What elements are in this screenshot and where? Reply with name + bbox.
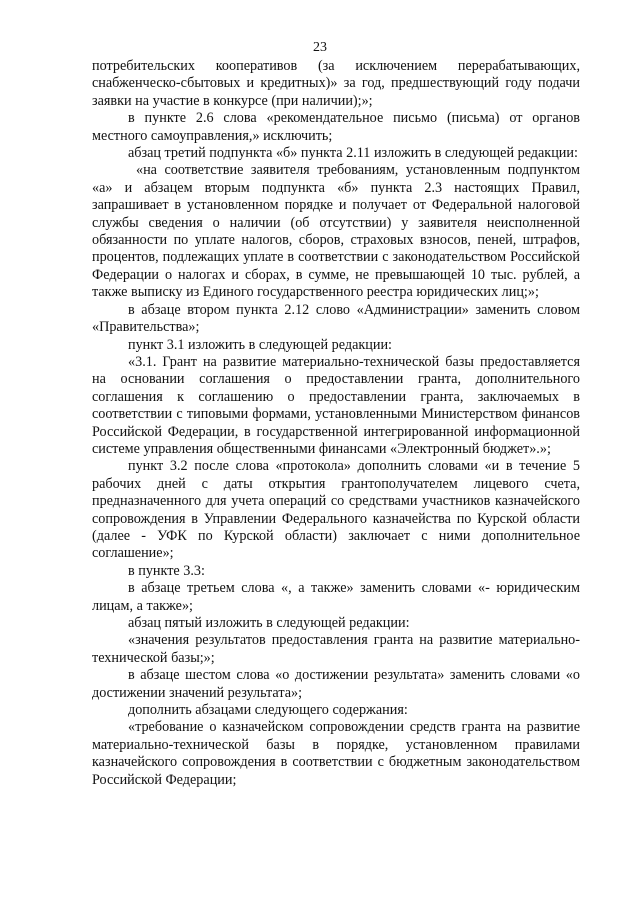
paragraph-14: дополнить абзацами следующего содержания: [128, 702, 408, 719]
paragraph-3: абзац третий подпункта «б» пункта 2.11 изложить в следующей редакции: [128, 145, 578, 162]
page-number: 23 [313, 40, 327, 55]
paragraph-7: «3.1. Грант на развитие материально-технической базы предоставляется на основании соглашения о предоставлении гранта, дополнительного соглашения к соглашению о предоставлении гранта, заключаемых в соответствии с типовыми формами, установленными Министерством финансов Российской Федерации, в государственной интегрированной информационной системе управления общественными финансами «Электронный бюджет».»; [92, 353, 580, 457]
paragraph-6: пункт 3.1 изложить в следующей редакции: [128, 336, 392, 353]
paragraph-1: потребительских кооперативов (за исключением перерабатывающих, снабженческо-сбытовых и кредитных)» за год, предшествующий году подачи заявки на участие в конкурсе (при наличии);»; [92, 58, 580, 109]
paragraph-12: «значения результатов предоставления гранта на развитие материально-технической базы;»; [92, 632, 580, 666]
paragraph-13: в абзаце шестом слова «о достижении результата» заменить словами «о достижении значений результата»; [92, 667, 580, 701]
paragraph-4: «на соответствие заявителя требованиям, установленным подпунктом «а» и абзацем вторым подпункта «б» пункта 2.3 настоящих Правил, запрашивает в установленном порядке и получает от Федеральной налоговой службы сведения о наличии (об отсутствии) у заявителя неисполненной обязанности по уплате налогов, сборов, страховых взносов, пеней, штрафов, процентов, подлежащих уплате в соответствии с законодательством Российской Федерации о налогах и сборах, в сумме, не превышающей 10 тыс. рублей, а также выписку из Единого государственного реестра юридических лиц;»; [92, 162, 580, 301]
paragraph-10: в абзаце третьем слова «, а также» заменить словами «- юридическим лицам, а также»; [92, 580, 580, 614]
paragraph-5: в абзаце втором пункта 2.12 слово «Администрации» заменить словом «Правительства»; [92, 301, 580, 336]
paragraph-9: в пункте 3.3: [128, 562, 205, 579]
document-body [92, 58, 580, 789]
paragraph-2: в пункте 2.6 слова «рекомендательное письмо (письма) от органов местного самоуправления,» исключить; [92, 110, 580, 144]
paragraph-15: «требование о казначейском сопровождении средств гранта на развитие материально-технической базы в порядке, установленном правилами казначейского сопровождения в соответствии с бюджетным законодательством Российской Федерации; [92, 719, 580, 788]
paragraph-11: абзац пятый изложить в следующей редакции: [128, 615, 410, 631]
paragraph-8: пункт 3.2 после слова «протокола» дополнить словами «и в течение 5 рабочих дней с даты открытия грантополучателем лицевого счета, предназначенного для учета операций со средствами участников казначейского сопровождения в Управлении Федерального казначейства по Курской области (далее - УФК по Курской области) заключает с ними дополнительное соглашение»; [92, 458, 580, 562]
